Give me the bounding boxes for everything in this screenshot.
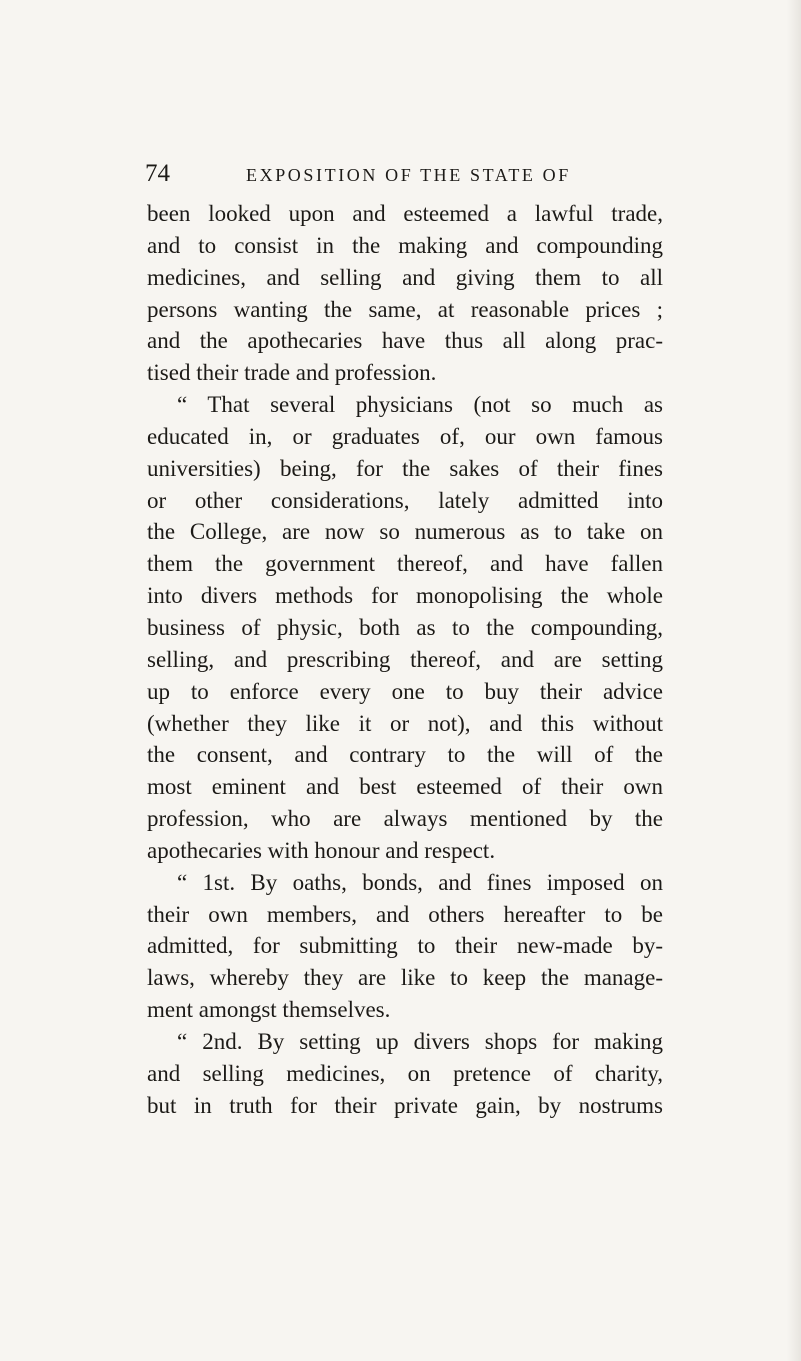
text-line: “ That several physicians (not so much as	[177, 392, 663, 418]
running-head	[145, 159, 665, 189]
text-line: “ 1st. By oaths, bonds, and fines imposed on	[177, 869, 663, 895]
text-line: into divers methods for monopolising the whole	[147, 583, 663, 609]
text-line: medicines, and selling and giving them to all	[147, 264, 663, 290]
body-text	[147, 198, 663, 1121]
text-line: admitted, for submitting to their new-made by-	[147, 933, 663, 959]
text-line: selling, and prescribing thereof, and are setting	[147, 646, 663, 672]
running-title: EXPOSITION OF THE STATE OF	[246, 165, 571, 185]
text-line: most eminent and best esteemed of their own	[147, 774, 663, 800]
text-line: and to consist in the making and compounding	[147, 232, 663, 258]
text-line: their own members, and others hereafter to be	[147, 901, 663, 927]
text-line: and the apothecaries have thus all along prac-	[147, 328, 663, 354]
text-line: ment amongst themselves.	[147, 997, 391, 1023]
page-edge-shadow	[787, 0, 801, 1361]
text-line: but in truth for their private gain, by nostrums	[147, 1092, 663, 1118]
text-line: and selling medicines, on pretence of charity,	[147, 1060, 663, 1086]
text-line: persons wanting the same, at reasonable prices ;	[147, 296, 663, 322]
text-line: apothecaries with honour and respect.	[147, 837, 496, 863]
text-line: up to enforce every one to buy their advice	[147, 678, 663, 704]
text-line: or other considerations, lately admitted into	[147, 487, 663, 513]
text-line: the College, are now so numerous as to take on	[147, 519, 663, 545]
text-line: educated in, or graduates of, our own famous	[147, 423, 663, 449]
text-line: business of physic, both as to the compounding,	[147, 614, 663, 640]
text-line: been looked upon and esteemed a lawful trade,	[147, 201, 663, 226]
text-line: “ 2nd. By setting up divers shops for making	[177, 1028, 663, 1054]
text-line: profession, who are always mentioned by the	[147, 806, 663, 832]
text-line: the consent, and contrary to the will of the	[147, 742, 663, 768]
text-line: (whether they like it or not), and this without	[147, 710, 663, 736]
page-number: 74	[145, 160, 170, 187]
text-line: them the government thereof, and have fallen	[147, 551, 663, 577]
text-line: laws, whereby they are like to keep the manage-	[147, 965, 663, 991]
text-line: universities) being, for the sakes of their fines	[147, 455, 663, 481]
text-line: tised their trade and profession.	[147, 360, 437, 386]
